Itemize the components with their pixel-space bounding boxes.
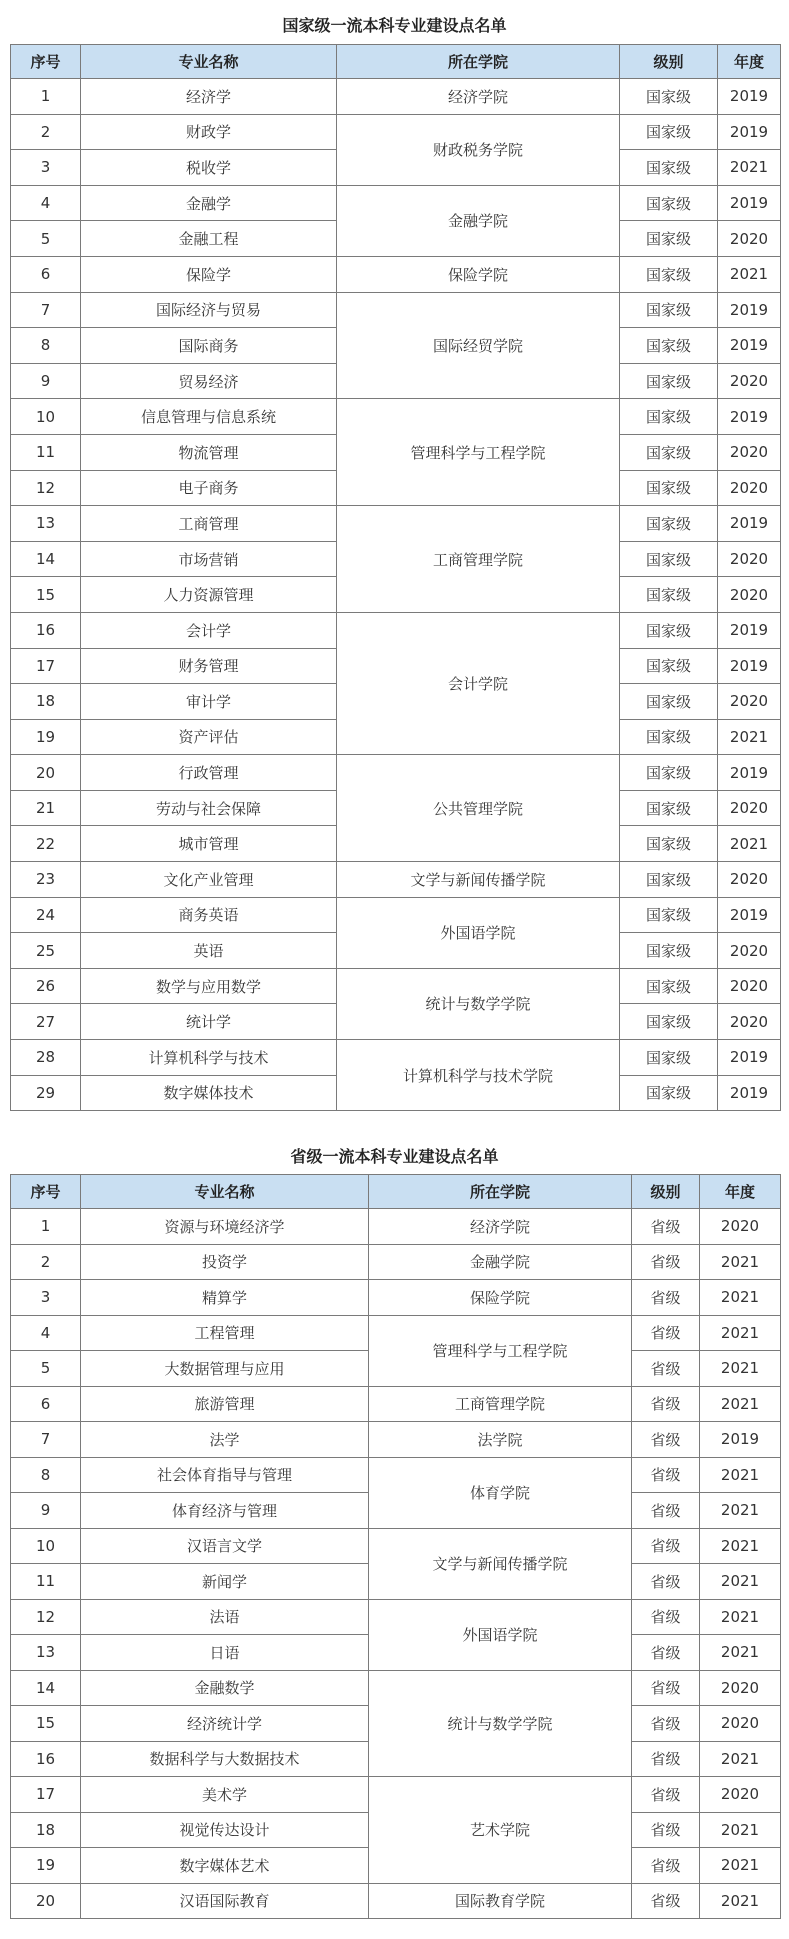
cell-year: 2021 (700, 1599, 781, 1635)
cell-major: 资源与环境经济学 (81, 1209, 369, 1245)
cell-year: 2021 (700, 1635, 781, 1671)
cell-major: 数学与应用数学 (81, 968, 337, 1004)
cell-year: 2021 (700, 1244, 781, 1280)
cell-year: 2021 (700, 1493, 781, 1529)
cell-major: 信息管理与信息系统 (81, 399, 337, 435)
cell-level: 省级 (632, 1422, 700, 1458)
table-row (11, 1244, 781, 1280)
cell-college: 保险学院 (369, 1280, 632, 1316)
cell-major: 劳动与社会保障 (81, 790, 337, 826)
cell-no: 7 (11, 292, 81, 328)
header-row (11, 45, 781, 79)
cell-major: 投资学 (81, 1244, 369, 1280)
cell-level: 国家级 (620, 1075, 718, 1111)
cell-year: 2019 (718, 292, 781, 328)
cell-college: 文学与新闻传播学院 (337, 862, 620, 898)
cell-major: 国际经济与贸易 (81, 292, 337, 328)
cell-year: 2021 (700, 1741, 781, 1777)
cell-year: 2021 (700, 1812, 781, 1848)
cell-no: 18 (11, 1812, 81, 1848)
cell-level: 省级 (632, 1244, 700, 1280)
cell-major: 英语 (81, 933, 337, 969)
cell-major: 电子商务 (81, 470, 337, 506)
cell-year: 2021 (718, 150, 781, 186)
cell-no: 21 (11, 790, 81, 826)
cell-level: 省级 (632, 1315, 700, 1351)
cell-no: 9 (11, 1493, 81, 1529)
cell-major: 经济学 (81, 79, 337, 115)
table-row (11, 1209, 781, 1245)
cell-year: 2021 (700, 1351, 781, 1387)
cell-no: 2 (11, 1244, 81, 1280)
cell-year: 2020 (718, 968, 781, 1004)
cell-no: 29 (11, 1075, 81, 1111)
cell-no: 17 (11, 648, 81, 684)
cell-major: 汉语国际教育 (81, 1883, 369, 1919)
cell-year: 2020 (718, 1004, 781, 1040)
table-row (11, 1386, 781, 1422)
table-row (11, 1883, 781, 1919)
cell-year: 2020 (718, 862, 781, 898)
cell-level: 国家级 (620, 1004, 718, 1040)
cell-college: 工商管理学院 (337, 506, 620, 613)
cell-no: 18 (11, 684, 81, 720)
national-table (10, 44, 781, 1111)
cell-major: 日语 (81, 1635, 369, 1671)
provincial-table (10, 1174, 781, 1919)
cell-major: 财务管理 (81, 648, 337, 684)
cell-year: 2021 (700, 1883, 781, 1919)
cell-level: 省级 (632, 1280, 700, 1316)
cell-no: 10 (11, 1528, 81, 1564)
cell-level: 国家级 (620, 897, 718, 933)
cell-major: 工商管理 (81, 506, 337, 542)
cell-no: 19 (11, 1848, 81, 1884)
cell-year: 2019 (718, 506, 781, 542)
table-row (11, 399, 781, 435)
cell-level: 省级 (632, 1564, 700, 1600)
table-row (11, 1670, 781, 1706)
cell-level: 国家级 (620, 363, 718, 399)
cell-year: 2019 (718, 114, 781, 150)
cell-no: 17 (11, 1777, 81, 1813)
cell-college: 外国语学院 (369, 1599, 632, 1670)
cell-major: 国际商务 (81, 328, 337, 364)
provincial-table-title: 省级一流本科专业建设点名单 (290, 1147, 499, 1166)
cell-year: 2020 (700, 1209, 781, 1245)
cell-major: 金融数学 (81, 1670, 369, 1706)
table-row (11, 256, 781, 292)
table-row (11, 1528, 781, 1564)
table-row (11, 185, 781, 221)
cell-level: 国家级 (620, 114, 718, 150)
cell-no: 13 (11, 1635, 81, 1671)
cell-level: 国家级 (620, 292, 718, 328)
cell-no: 11 (11, 1564, 81, 1600)
cell-college: 统计与数学学院 (369, 1670, 632, 1777)
cell-level: 省级 (632, 1599, 700, 1635)
cell-level: 国家级 (620, 577, 718, 613)
cell-no: 3 (11, 150, 81, 186)
cell-level: 国家级 (620, 862, 718, 898)
cell-major: 法语 (81, 1599, 369, 1635)
cell-year: 2019 (718, 648, 781, 684)
cell-no: 22 (11, 826, 81, 862)
cell-year: 2020 (700, 1670, 781, 1706)
cell-no: 12 (11, 470, 81, 506)
cell-year: 2020 (718, 684, 781, 720)
cell-level: 国家级 (620, 968, 718, 1004)
header-level: 级别 (632, 1175, 700, 1209)
cell-level: 省级 (632, 1209, 700, 1245)
cell-college: 统计与数学学院 (337, 968, 620, 1039)
cell-level: 省级 (632, 1528, 700, 1564)
cell-no: 15 (11, 577, 81, 613)
cell-college: 文学与新闻传播学院 (369, 1528, 632, 1599)
cell-major: 保险学 (81, 256, 337, 292)
cell-major: 汉语言文学 (81, 1528, 369, 1564)
header-year: 年度 (718, 45, 781, 79)
table-row (11, 612, 781, 648)
cell-major: 新闻学 (81, 1564, 369, 1600)
table-row (11, 292, 781, 328)
cell-year: 2019 (718, 755, 781, 791)
cell-major: 美术学 (81, 1777, 369, 1813)
cell-college: 管理科学与工程学院 (369, 1315, 632, 1386)
cell-level: 国家级 (620, 790, 718, 826)
cell-college: 金融学院 (369, 1244, 632, 1280)
cell-no: 10 (11, 399, 81, 435)
cell-level: 国家级 (620, 541, 718, 577)
header-major: 专业名称 (81, 45, 337, 79)
header-no: 序号 (11, 1175, 81, 1209)
cell-year: 2020 (718, 790, 781, 826)
cell-major: 金融学 (81, 185, 337, 221)
cell-no: 1 (11, 79, 81, 115)
table-row (11, 755, 781, 791)
cell-level: 省级 (632, 1351, 700, 1387)
cell-year: 2020 (718, 541, 781, 577)
cell-year: 2019 (718, 79, 781, 115)
table-row (11, 1280, 781, 1316)
cell-major: 财政学 (81, 114, 337, 150)
cell-college: 国际经贸学院 (337, 292, 620, 399)
cell-major: 精算学 (81, 1280, 369, 1316)
cell-major: 贸易经济 (81, 363, 337, 399)
cell-college: 国际教育学院 (369, 1883, 632, 1919)
cell-year: 2021 (718, 256, 781, 292)
cell-level: 国家级 (620, 933, 718, 969)
table-row (11, 1422, 781, 1458)
cell-level: 省级 (632, 1386, 700, 1422)
cell-year: 2021 (700, 1564, 781, 1600)
cell-level: 国家级 (620, 150, 718, 186)
cell-major: 视觉传达设计 (81, 1812, 369, 1848)
cell-year: 2021 (700, 1457, 781, 1493)
cell-year: 2019 (718, 1040, 781, 1076)
cell-no: 28 (11, 1040, 81, 1076)
cell-major: 城市管理 (81, 826, 337, 862)
cell-college: 工商管理学院 (369, 1386, 632, 1422)
cell-level: 国家级 (620, 470, 718, 506)
table-row (11, 1457, 781, 1493)
cell-year: 2021 (700, 1848, 781, 1884)
cell-year: 2019 (718, 328, 781, 364)
cell-college: 管理科学与工程学院 (337, 399, 620, 506)
cell-year: 2020 (718, 933, 781, 969)
cell-major: 资产评估 (81, 719, 337, 755)
table-row (11, 1315, 781, 1351)
cell-no: 19 (11, 719, 81, 755)
cell-college: 经济学院 (337, 79, 620, 115)
cell-no: 27 (11, 1004, 81, 1040)
header-no: 序号 (11, 45, 81, 79)
header-college: 所在学院 (369, 1175, 632, 1209)
cell-no: 8 (11, 328, 81, 364)
cell-year: 2021 (718, 719, 781, 755)
cell-college: 艺术学院 (369, 1777, 632, 1884)
header-level: 级别 (620, 45, 718, 79)
cell-major: 行政管理 (81, 755, 337, 791)
cell-level: 国家级 (620, 256, 718, 292)
cell-no: 9 (11, 363, 81, 399)
table-row (11, 79, 781, 115)
cell-major: 文化产业管理 (81, 862, 337, 898)
cell-major: 商务英语 (81, 897, 337, 933)
header-college: 所在学院 (337, 45, 620, 79)
cell-major: 数据科学与大数据技术 (81, 1741, 369, 1777)
cell-college: 保险学院 (337, 256, 620, 292)
cell-year: 2020 (718, 434, 781, 470)
cell-level: 省级 (632, 1670, 700, 1706)
cell-major: 税收学 (81, 150, 337, 186)
cell-year: 2019 (718, 1075, 781, 1111)
cell-year: 2020 (718, 577, 781, 613)
cell-major: 数字媒体技术 (81, 1075, 337, 1111)
cell-no: 11 (11, 434, 81, 470)
cell-level: 省级 (632, 1848, 700, 1884)
cell-year: 2021 (700, 1315, 781, 1351)
cell-year: 2019 (700, 1422, 781, 1458)
cell-major: 法学 (81, 1422, 369, 1458)
cell-year: 2020 (718, 470, 781, 506)
cell-level: 国家级 (620, 185, 718, 221)
cell-no: 1 (11, 1209, 81, 1245)
cell-no: 15 (11, 1706, 81, 1742)
cell-level: 省级 (632, 1741, 700, 1777)
cell-college: 经济学院 (369, 1209, 632, 1245)
cell-no: 13 (11, 506, 81, 542)
table-row (11, 1040, 781, 1076)
cell-no: 24 (11, 897, 81, 933)
cell-major: 会计学 (81, 612, 337, 648)
cell-major: 旅游管理 (81, 1386, 369, 1422)
cell-year: 2020 (700, 1777, 781, 1813)
cell-no: 14 (11, 541, 81, 577)
cell-no: 14 (11, 1670, 81, 1706)
cell-year: 2021 (718, 826, 781, 862)
cell-level: 省级 (632, 1457, 700, 1493)
cell-level: 省级 (632, 1635, 700, 1671)
cell-major: 体育经济与管理 (81, 1493, 369, 1529)
cell-no: 6 (11, 256, 81, 292)
cell-major: 社会体育指导与管理 (81, 1457, 369, 1493)
cell-major: 计算机科学与技术 (81, 1040, 337, 1076)
cell-no: 8 (11, 1457, 81, 1493)
cell-no: 23 (11, 862, 81, 898)
cell-level: 国家级 (620, 719, 718, 755)
table-row (11, 862, 781, 898)
cell-year: 2019 (718, 897, 781, 933)
header-major: 专业名称 (81, 1175, 369, 1209)
cell-college: 计算机科学与技术学院 (337, 1040, 620, 1111)
cell-level: 国家级 (620, 826, 718, 862)
cell-year: 2019 (718, 399, 781, 435)
cell-college: 会计学院 (337, 612, 620, 754)
cell-no: 4 (11, 1315, 81, 1351)
cell-major: 人力资源管理 (81, 577, 337, 613)
cell-year: 2020 (718, 363, 781, 399)
cell-no: 5 (11, 221, 81, 257)
cell-no: 16 (11, 1741, 81, 1777)
cell-year: 2021 (700, 1528, 781, 1564)
cell-no: 2 (11, 114, 81, 150)
cell-level: 国家级 (620, 221, 718, 257)
header-year: 年度 (700, 1175, 781, 1209)
cell-college: 体育学院 (369, 1457, 632, 1528)
cell-level: 省级 (632, 1883, 700, 1919)
cell-year: 2021 (700, 1386, 781, 1422)
cell-college: 财政税务学院 (337, 114, 620, 185)
cell-major: 工程管理 (81, 1315, 369, 1351)
cell-year: 2020 (718, 221, 781, 257)
table-row (11, 114, 781, 150)
cell-major: 金融工程 (81, 221, 337, 257)
cell-level: 国家级 (620, 399, 718, 435)
cell-no: 20 (11, 1883, 81, 1919)
cell-no: 6 (11, 1386, 81, 1422)
cell-year: 2019 (718, 185, 781, 221)
cell-level: 国家级 (620, 506, 718, 542)
cell-level: 国家级 (620, 328, 718, 364)
table-row (11, 1777, 781, 1813)
cell-level: 国家级 (620, 755, 718, 791)
cell-level: 国家级 (620, 79, 718, 115)
table-row (11, 968, 781, 1004)
cell-level: 国家级 (620, 1040, 718, 1076)
cell-major: 统计学 (81, 1004, 337, 1040)
cell-no: 7 (11, 1422, 81, 1458)
cell-college: 法学院 (369, 1422, 632, 1458)
cell-no: 16 (11, 612, 81, 648)
cell-college: 公共管理学院 (337, 755, 620, 862)
cell-no: 12 (11, 1599, 81, 1635)
cell-no: 3 (11, 1280, 81, 1316)
cell-no: 20 (11, 755, 81, 791)
cell-college: 金融学院 (337, 185, 620, 256)
cell-year: 2019 (718, 612, 781, 648)
cell-year: 2020 (700, 1706, 781, 1742)
cell-level: 国家级 (620, 434, 718, 470)
cell-major: 数字媒体艺术 (81, 1848, 369, 1884)
cell-no: 4 (11, 185, 81, 221)
table-row (11, 506, 781, 542)
cell-level: 省级 (632, 1706, 700, 1742)
cell-major: 市场营销 (81, 541, 337, 577)
cell-major: 经济统计学 (81, 1706, 369, 1742)
table-row (11, 897, 781, 933)
cell-no: 26 (11, 968, 81, 1004)
cell-major: 审计学 (81, 684, 337, 720)
cell-level: 省级 (632, 1812, 700, 1848)
cell-major: 大数据管理与应用 (81, 1351, 369, 1387)
cell-level: 国家级 (620, 684, 718, 720)
cell-year: 2021 (700, 1280, 781, 1316)
national-table-title: 国家级一流本科专业建设点名单 (282, 16, 507, 35)
cell-no: 5 (11, 1351, 81, 1387)
cell-level: 国家级 (620, 648, 718, 684)
cell-level: 省级 (632, 1493, 700, 1529)
header-row (11, 1175, 781, 1209)
cell-major: 物流管理 (81, 434, 337, 470)
cell-college: 外国语学院 (337, 897, 620, 968)
table-row (11, 1599, 781, 1635)
cell-level: 国家级 (620, 612, 718, 648)
cell-level: 省级 (632, 1777, 700, 1813)
cell-no: 25 (11, 933, 81, 969)
